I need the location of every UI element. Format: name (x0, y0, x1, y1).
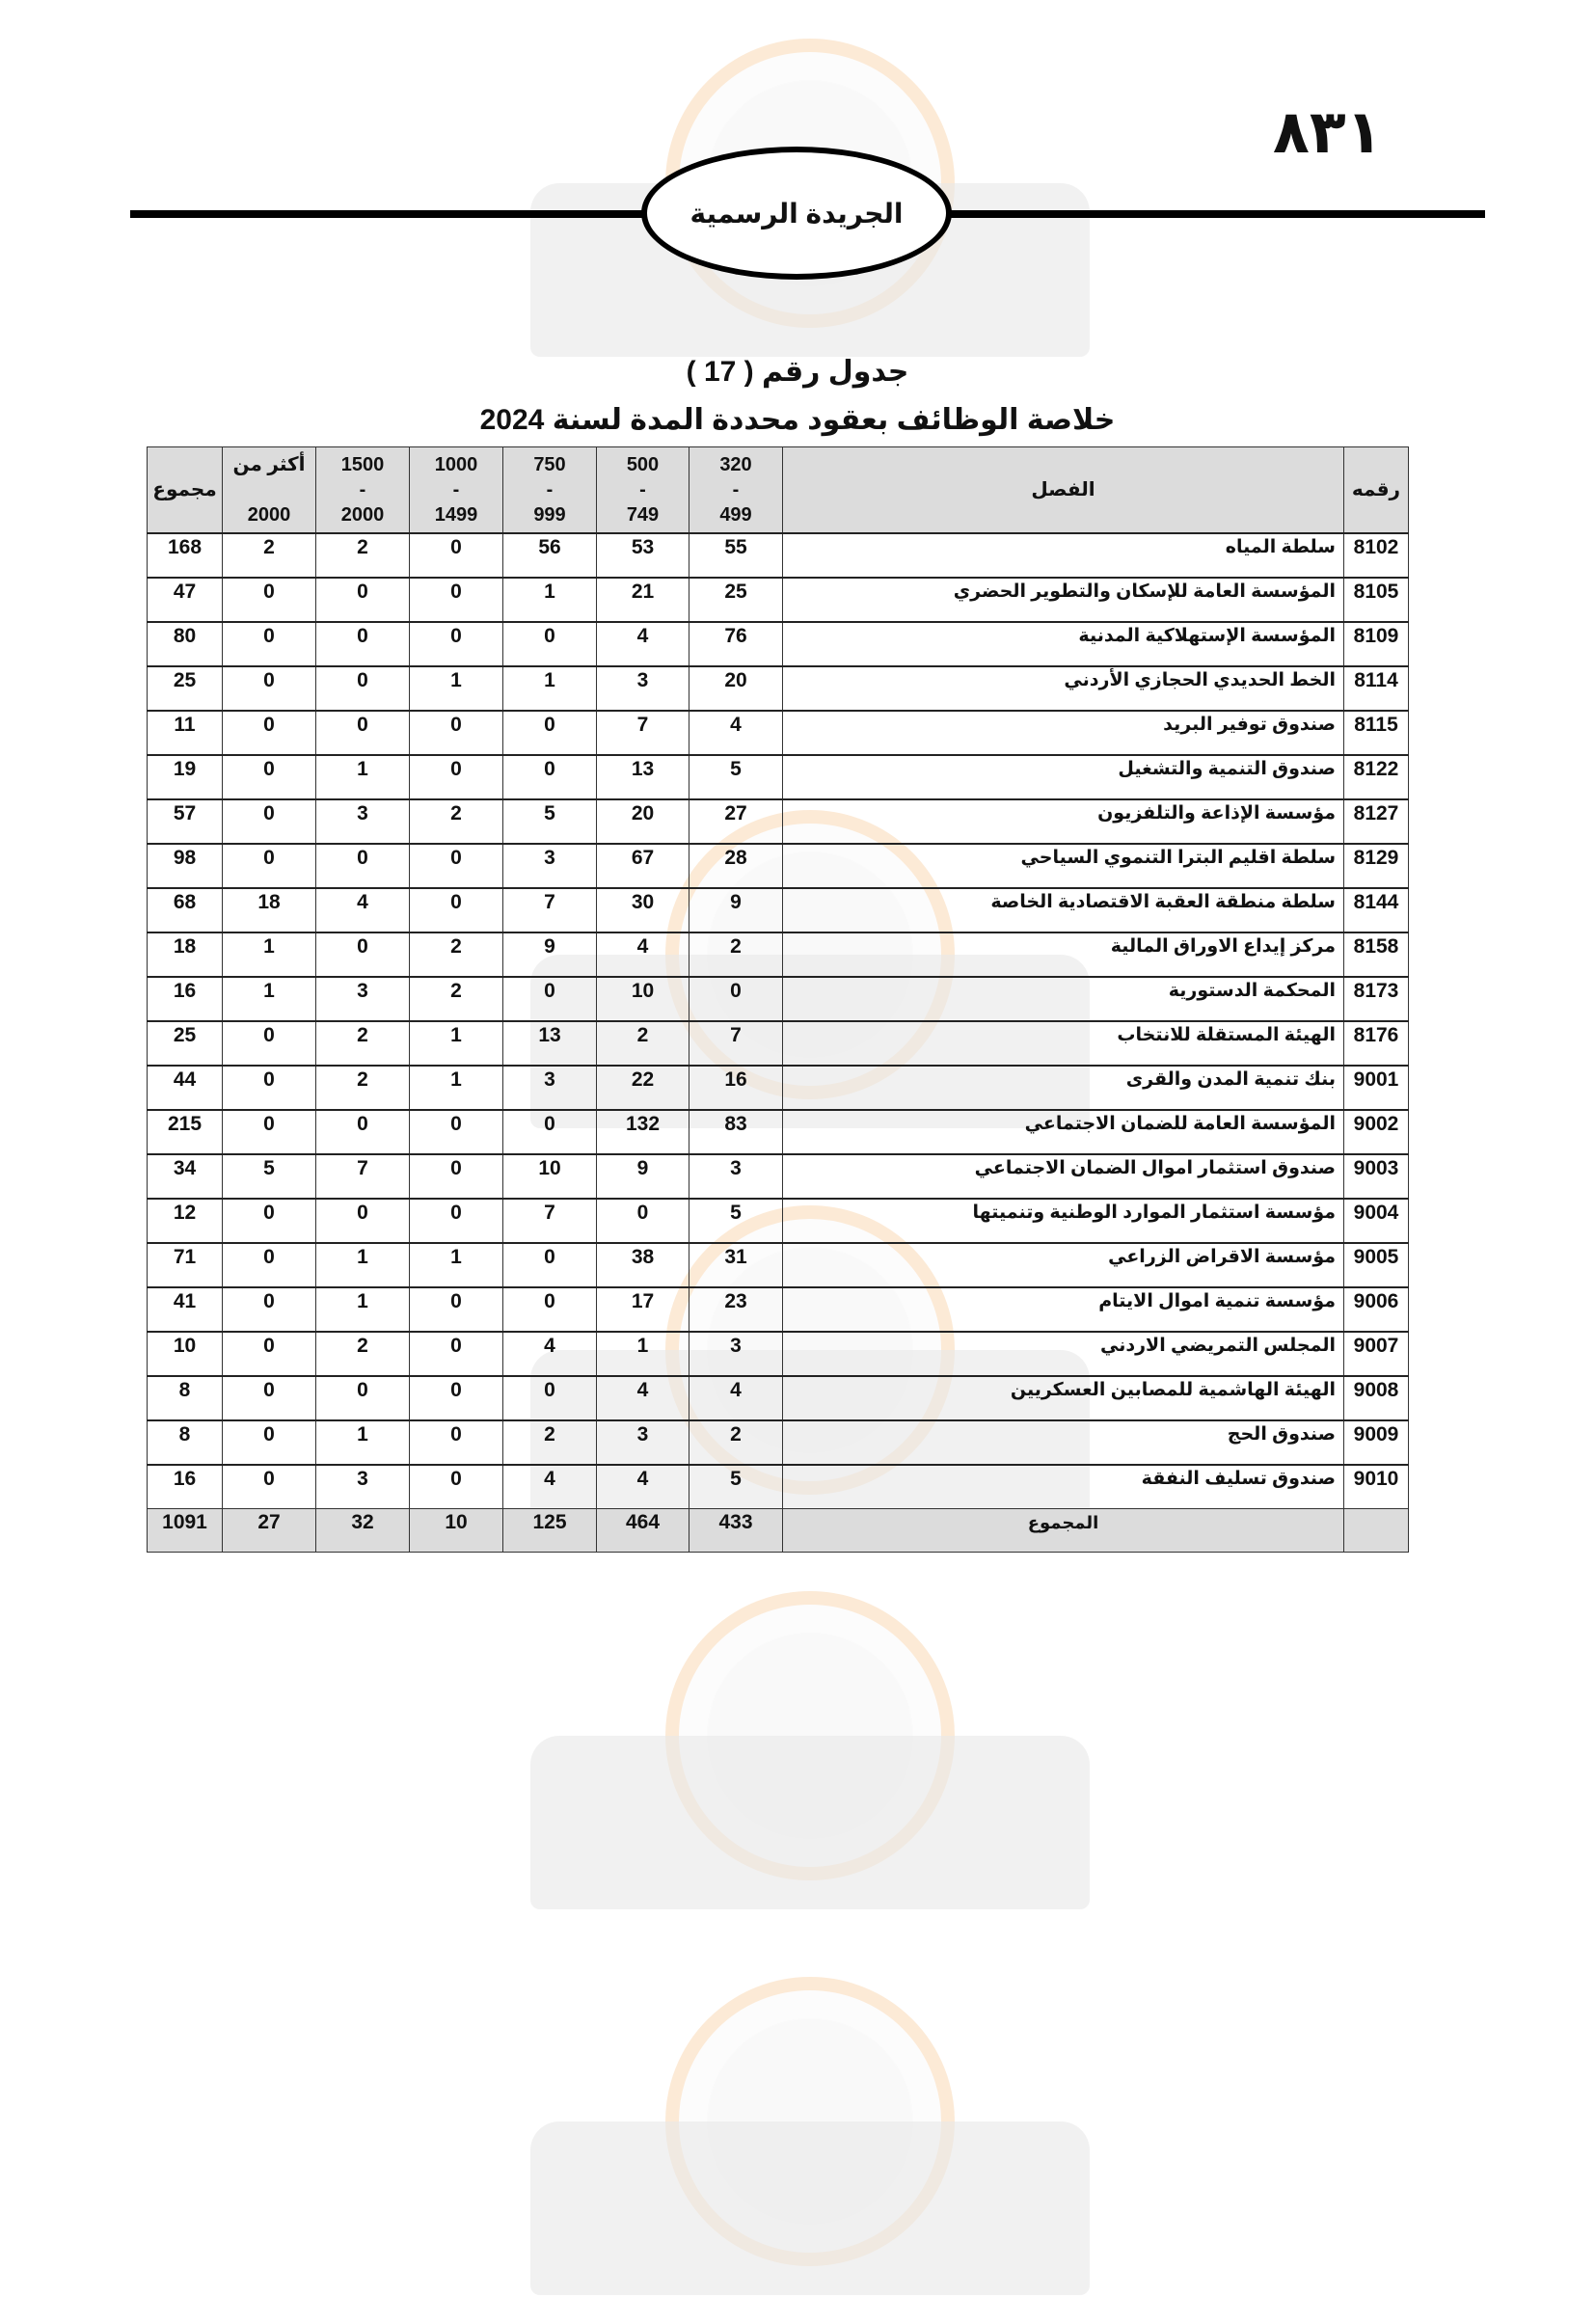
cell-500-749: 10 (597, 977, 689, 1021)
cell-code: 9001 (1344, 1066, 1409, 1110)
cell-chapter-name: مركز إيداع الاوراق المالية (783, 932, 1344, 977)
cell-320-499: 83 (689, 1110, 783, 1154)
cell-500-749: 38 (597, 1243, 689, 1287)
total-500-749: 464 (597, 1509, 689, 1553)
cell-500-749: 21 (597, 578, 689, 622)
cell-total: 16 (148, 1465, 223, 1509)
cell-code: 8173 (1344, 977, 1409, 1021)
cell-1500-2000: 2 (316, 533, 410, 578)
cell-500-749: 3 (597, 666, 689, 711)
cell-code: 8109 (1344, 622, 1409, 666)
cell-320-499: 0 (689, 977, 783, 1021)
cell-code: 8158 (1344, 932, 1409, 977)
cell-over-2000: 0 (223, 1420, 316, 1465)
cell-500-749: 53 (597, 533, 689, 578)
header-chapter: الفصل (783, 447, 1344, 534)
cell-total: 71 (148, 1243, 223, 1287)
cell-chapter-name: صندوق التنمية والتشغيل (783, 755, 1344, 799)
cell-750-999: 0 (503, 711, 597, 755)
cell-750-999: 0 (503, 977, 597, 1021)
cell-1500-2000: 1 (316, 1287, 410, 1332)
table-row (148, 1021, 1409, 1066)
table-row (148, 1243, 1409, 1287)
cell-1500-2000: 1 (316, 1243, 410, 1287)
cell-total: 16 (148, 977, 223, 1021)
total-320-499: 433 (689, 1509, 783, 1553)
cell-750-999: 10 (503, 1154, 597, 1199)
cell-code: 8144 (1344, 888, 1409, 932)
cell-500-749: 13 (597, 755, 689, 799)
cell-750-999: 4 (503, 1465, 597, 1509)
table-row (148, 977, 1409, 1021)
cell-500-749: 17 (597, 1287, 689, 1332)
cell-chapter-name: سلطة منطقة العقبة الاقتصادية الخاصة (783, 888, 1344, 932)
gazette-title-oval (641, 147, 952, 280)
header-320-499: 320 - 499 (689, 447, 783, 534)
cell-1500-2000: 2 (316, 1021, 410, 1066)
cell-code: 8122 (1344, 755, 1409, 799)
cell-750-999: 0 (503, 1287, 597, 1332)
page-number: ٨٣١ (1273, 96, 1383, 167)
cell-750-999: 56 (503, 533, 597, 578)
cell-500-749: 1 (597, 1332, 689, 1376)
header-code: رقمه (1344, 447, 1409, 534)
header-500-749: 500 - 749 (597, 447, 689, 534)
cell-1000-1499: 2 (410, 977, 503, 1021)
cell-chapter-name: المؤسسة العامة للضمان الاجتماعي (783, 1110, 1344, 1154)
cell-1500-2000: 1 (316, 1420, 410, 1465)
cell-1500-2000: 0 (316, 1199, 410, 1243)
cell-chapter-name: سلطة اقليم البترا التنموي السياحي (783, 844, 1344, 888)
cell-500-749: 3 (597, 1420, 689, 1465)
cell-total: 11 (148, 711, 223, 755)
cell-code: 8114 (1344, 666, 1409, 711)
table-row (148, 1465, 1409, 1509)
cell-over-2000: 0 (223, 1243, 316, 1287)
cell-500-749: 67 (597, 844, 689, 888)
cell-750-999: 1 (503, 578, 597, 622)
cell-500-749: 4 (597, 932, 689, 977)
cell-1000-1499: 2 (410, 932, 503, 977)
header-total: مجموع (148, 447, 223, 534)
cell-500-749: 30 (597, 888, 689, 932)
cell-code: 9004 (1344, 1199, 1409, 1243)
cell-320-499: 31 (689, 1243, 783, 1287)
cell-1000-1499: 0 (410, 1287, 503, 1332)
cell-1500-2000: 0 (316, 1376, 410, 1420)
cell-chapter-name: مؤسسة الإذاعة والتلفزيون (783, 799, 1344, 844)
cell-1000-1499: 0 (410, 1465, 503, 1509)
cell-1000-1499: 0 (410, 1199, 503, 1243)
cell-320-499: 3 (689, 1332, 783, 1376)
watermark-logo (511, 1977, 1109, 2324)
cell-320-499: 2 (689, 932, 783, 977)
cell-1500-2000: 4 (316, 888, 410, 932)
cell-chapter-name: صندوق توفير البريد (783, 711, 1344, 755)
cell-320-499: 16 (689, 1066, 783, 1110)
cell-over-2000: 0 (223, 666, 316, 711)
cell-1000-1499: 0 (410, 622, 503, 666)
cell-750-999: 7 (503, 888, 597, 932)
table-row (148, 1199, 1409, 1243)
cell-750-999: 5 (503, 799, 597, 844)
table-row (148, 799, 1409, 844)
cell-1000-1499: 1 (410, 1021, 503, 1066)
cell-over-2000: 0 (223, 1332, 316, 1376)
cell-over-2000: 0 (223, 1066, 316, 1110)
cell-over-2000: 0 (223, 844, 316, 888)
cell-320-499: 4 (689, 1376, 783, 1420)
cell-320-499: 28 (689, 844, 783, 888)
cell-750-999: 1 (503, 666, 597, 711)
cell-over-2000: 0 (223, 1199, 316, 1243)
cell-750-999: 0 (503, 1243, 597, 1287)
cell-chapter-name: المؤسسة الإستهلاكية المدنية (783, 622, 1344, 666)
cell-code: 9009 (1344, 1420, 1409, 1465)
total-1000-1499: 10 (410, 1509, 503, 1553)
header-1000-1499: 1000 - 1499 (410, 447, 503, 534)
cell-over-2000: 0 (223, 1021, 316, 1066)
cell-750-999: 13 (503, 1021, 597, 1066)
cell-320-499: 55 (689, 533, 783, 578)
cell-1000-1499: 1 (410, 666, 503, 711)
cell-total: 34 (148, 1154, 223, 1199)
cell-over-2000: 18 (223, 888, 316, 932)
cell-500-749: 0 (597, 1199, 689, 1243)
cell-total: 19 (148, 755, 223, 799)
cell-over-2000: 0 (223, 1287, 316, 1332)
cell-320-499: 5 (689, 1465, 783, 1509)
cell-500-749: 20 (597, 799, 689, 844)
total-1500-2000: 32 (316, 1509, 410, 1553)
cell-1500-2000: 0 (316, 622, 410, 666)
table-row (148, 1376, 1409, 1420)
cell-320-499: 2 (689, 1420, 783, 1465)
cell-total: 25 (148, 666, 223, 711)
totals-row (148, 1509, 1409, 1553)
cell-over-2000: 0 (223, 1376, 316, 1420)
cell-1500-2000: 2 (316, 1066, 410, 1110)
cell-500-749: 4 (597, 1465, 689, 1509)
cell-chapter-name: الهيئة الهاشمية للمصابين العسكريين (783, 1376, 1344, 1420)
cell-1500-2000: 0 (316, 711, 410, 755)
table-row (148, 1420, 1409, 1465)
table-header-row (148, 447, 1409, 534)
cell-750-999: 2 (503, 1420, 597, 1465)
cell-1500-2000: 0 (316, 1110, 410, 1154)
total-over-2000: 27 (223, 1509, 316, 1553)
total-750-999: 125 (503, 1509, 597, 1553)
table-row (148, 533, 1409, 578)
table-row (148, 1154, 1409, 1199)
cell-chapter-name: مؤسسة الاقراض الزراعي (783, 1243, 1344, 1287)
cell-320-499: 9 (689, 888, 783, 932)
cell-320-499: 5 (689, 755, 783, 799)
cell-over-2000: 5 (223, 1154, 316, 1199)
cell-total: 18 (148, 932, 223, 977)
cell-code: 8105 (1344, 578, 1409, 622)
cell-500-749: 132 (597, 1110, 689, 1154)
cell-1500-2000: 2 (316, 1332, 410, 1376)
cell-500-749: 7 (597, 711, 689, 755)
cell-over-2000: 2 (223, 533, 316, 578)
cell-1000-1499: 0 (410, 1420, 503, 1465)
header-1500-2000: 1500 - 2000 (316, 447, 410, 534)
cell-1000-1499: 0 (410, 888, 503, 932)
cell-1500-2000: 1 (316, 755, 410, 799)
cell-total: 68 (148, 888, 223, 932)
header-750-999: 750 - 999 (503, 447, 597, 534)
cell-1000-1499: 0 (410, 1110, 503, 1154)
table-row (148, 1287, 1409, 1332)
cell-1500-2000: 0 (316, 578, 410, 622)
cell-total: 80 (148, 622, 223, 666)
cell-over-2000: 0 (223, 578, 316, 622)
cell-chapter-name: المؤسسة العامة للإسكان والتطوير الحضري (783, 578, 1344, 622)
cell-320-499: 3 (689, 1154, 783, 1199)
watermark-logo (511, 1591, 1109, 1938)
cell-320-499: 7 (689, 1021, 783, 1066)
cell-320-499: 23 (689, 1287, 783, 1332)
cell-code: 8102 (1344, 533, 1409, 578)
cell-320-499: 5 (689, 1199, 783, 1243)
cell-1000-1499: 0 (410, 844, 503, 888)
cell-total: 44 (148, 1066, 223, 1110)
cell-code: 8115 (1344, 711, 1409, 755)
cell-chapter-name: سلطة المياه (783, 533, 1344, 578)
cell-code: 8176 (1344, 1021, 1409, 1066)
table-number: جدول رقم ( 17 ) (686, 356, 909, 388)
cell-750-999: 9 (503, 932, 597, 977)
header-over-2000: أكثر من 2000 (223, 447, 316, 534)
cell-1000-1499: 0 (410, 1154, 503, 1199)
table-row (148, 711, 1409, 755)
cell-over-2000: 0 (223, 1110, 316, 1154)
cell-total: 215 (148, 1110, 223, 1154)
cell-code: 9008 (1344, 1376, 1409, 1420)
totals-label: المجموع (783, 1509, 1344, 1553)
cell-500-749: 2 (597, 1021, 689, 1066)
cell-total: 25 (148, 1021, 223, 1066)
cell-1000-1499: 0 (410, 755, 503, 799)
cell-320-499: 25 (689, 578, 783, 622)
cell-chapter-name: المجلس التمريضي الاردني (783, 1332, 1344, 1376)
cell-chapter-name: مؤسسة تنمية اموال الايتام (783, 1287, 1344, 1332)
cell-1000-1499: 0 (410, 578, 503, 622)
cell-code: 9003 (1344, 1154, 1409, 1199)
cell-total: 12 (148, 1199, 223, 1243)
cell-1000-1499: 2 (410, 799, 503, 844)
cell-1500-2000: 3 (316, 977, 410, 1021)
cell-over-2000: 0 (223, 799, 316, 844)
cell-500-749: 4 (597, 1376, 689, 1420)
cell-over-2000: 0 (223, 1465, 316, 1509)
cell-code: 8127 (1344, 799, 1409, 844)
cell-over-2000: 0 (223, 755, 316, 799)
jobs-summary-table (147, 446, 1409, 1553)
cell-over-2000: 1 (223, 977, 316, 1021)
table-row (148, 1332, 1409, 1376)
cell-1000-1499: 0 (410, 1332, 503, 1376)
cell-over-2000: 0 (223, 711, 316, 755)
cell-over-2000: 0 (223, 622, 316, 666)
cell-total: 10 (148, 1332, 223, 1376)
cell-750-999: 4 (503, 1332, 597, 1376)
totals-code-empty (1344, 1509, 1409, 1553)
cell-750-999: 0 (503, 622, 597, 666)
cell-320-499: 20 (689, 666, 783, 711)
cell-320-499: 76 (689, 622, 783, 666)
table-row (148, 755, 1409, 799)
table-row (148, 932, 1409, 977)
cell-total: 8 (148, 1420, 223, 1465)
cell-total: 98 (148, 844, 223, 888)
cell-code: 9010 (1344, 1465, 1409, 1509)
cell-750-999: 3 (503, 1066, 597, 1110)
cell-code: 9006 (1344, 1287, 1409, 1332)
cell-chapter-name: المحكمة الدستورية (783, 977, 1344, 1021)
cell-320-499: 27 (689, 799, 783, 844)
cell-750-999: 0 (503, 1376, 597, 1420)
cell-over-2000: 1 (223, 932, 316, 977)
cell-chapter-name: الخط الحديدي الحجازي الأردني (783, 666, 1344, 711)
table-row (148, 1066, 1409, 1110)
table-title: خلاصة الوظائف بعقود محددة المدة لسنة 2024 (479, 404, 1116, 436)
cell-1500-2000: 3 (316, 799, 410, 844)
gazette-title: الجريدة الرسمية (689, 198, 904, 229)
cell-1500-2000: 7 (316, 1154, 410, 1199)
cell-chapter-name: صندوق الحج (783, 1420, 1344, 1465)
cell-1000-1499: 1 (410, 1066, 503, 1110)
table-row (148, 844, 1409, 888)
cell-750-999: 0 (503, 1110, 597, 1154)
cell-code: 9002 (1344, 1110, 1409, 1154)
cell-1500-2000: 0 (316, 666, 410, 711)
cell-code: 9007 (1344, 1332, 1409, 1376)
cell-1500-2000: 0 (316, 932, 410, 977)
cell-total: 8 (148, 1376, 223, 1420)
cell-1000-1499: 0 (410, 533, 503, 578)
total-total: 1091 (148, 1509, 223, 1553)
table-row (148, 1110, 1409, 1154)
cell-500-749: 9 (597, 1154, 689, 1199)
cell-total: 47 (148, 578, 223, 622)
cell-1500-2000: 0 (316, 844, 410, 888)
cell-1000-1499: 0 (410, 1376, 503, 1420)
cell-1000-1499: 1 (410, 1243, 503, 1287)
table-row (148, 888, 1409, 932)
cell-chapter-name: بنك تنمية المدن والقرى (783, 1066, 1344, 1110)
cell-750-999: 3 (503, 844, 597, 888)
table-row (148, 622, 1409, 666)
cell-chapter-name: مؤسسة استثمار الموارد الوطنية وتنميتها (783, 1199, 1344, 1243)
cell-750-999: 7 (503, 1199, 597, 1243)
cell-chapter-name: صندوق تسليف النفقة (783, 1465, 1344, 1509)
cell-total: 168 (148, 533, 223, 578)
cell-chapter-name: صندوق استثمار اموال الضمان الاجتماعي (783, 1154, 1344, 1199)
cell-500-749: 22 (597, 1066, 689, 1110)
cell-1500-2000: 3 (316, 1465, 410, 1509)
cell-code: 9005 (1344, 1243, 1409, 1287)
cell-total: 41 (148, 1287, 223, 1332)
cell-320-499: 4 (689, 711, 783, 755)
cell-total: 57 (148, 799, 223, 844)
cell-1000-1499: 0 (410, 711, 503, 755)
cell-code: 8129 (1344, 844, 1409, 888)
cell-500-749: 4 (597, 622, 689, 666)
table-row (148, 666, 1409, 711)
cell-chapter-name: الهيئة المستقلة للانتخاب (783, 1021, 1344, 1066)
table-row (148, 578, 1409, 622)
cell-750-999: 0 (503, 755, 597, 799)
